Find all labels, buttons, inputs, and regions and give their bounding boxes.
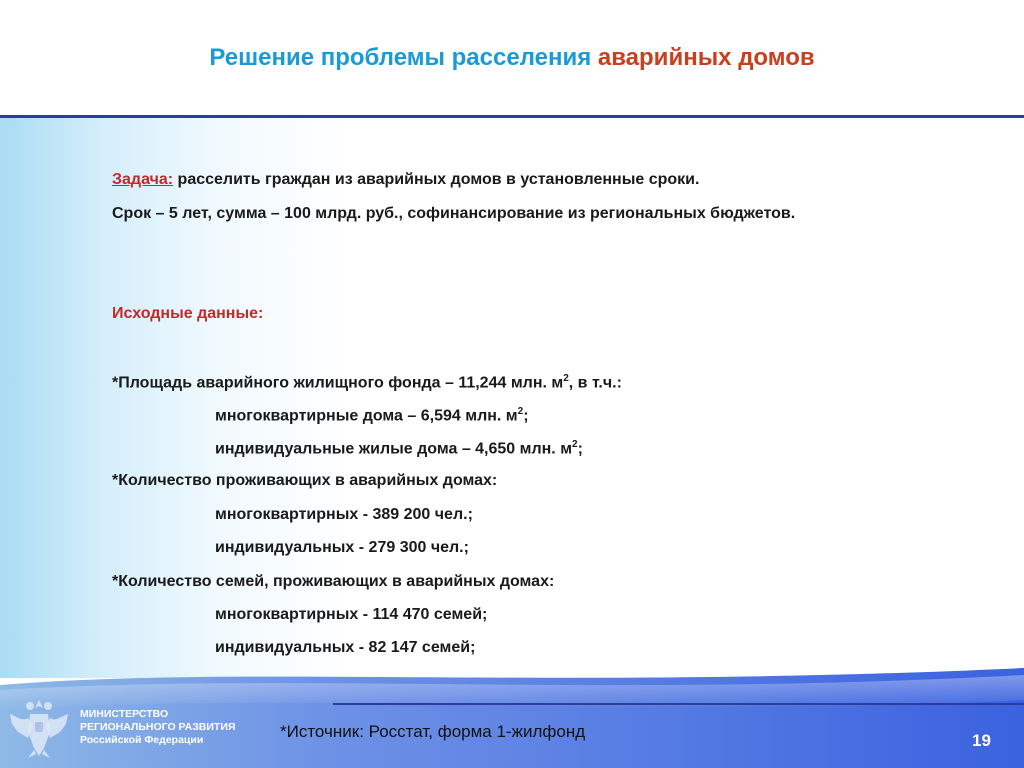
- ministry-line-2: РЕГИОНАЛЬНОГО РАЗВИТИЯ: [80, 721, 236, 733]
- individual-area-text: индивидуальные жилые дома – 4,650 млн. м: [215, 440, 573, 458]
- title-main: Решение проблемы расселения: [209, 44, 598, 71]
- title-accent: аварийных домов: [597, 44, 815, 71]
- area-line-superscript: 2: [563, 373, 569, 384]
- task-label: Задача:: [112, 171, 174, 188]
- source-data-heading: Исходные данные:: [112, 305, 264, 322]
- task-line: [112, 171, 699, 189]
- individual-area-line: [215, 439, 583, 458]
- residents-individual-line: индивидуальных - 279 300 чел.;: [215, 539, 469, 556]
- individual-area-suffix: ;: [577, 440, 583, 458]
- footer-divider: [333, 703, 1024, 705]
- apartments-area-line: [215, 406, 529, 425]
- content-background: [0, 118, 1024, 678]
- ministry-line-3: Российской Федерации: [80, 734, 204, 746]
- residents-apartments-line: многоквартирных - 389 200 чел.;: [215, 506, 473, 523]
- area-line-text: *Площадь аварийного жилищного фонда – 11,244 млн. м: [112, 374, 564, 392]
- task-text: расселить граждан из аварийных домов в установленные сроки.: [173, 171, 700, 188]
- slide-title: [0, 44, 1024, 72]
- families-apartments-line: многоквартирных - 114 470 семей;: [215, 606, 488, 623]
- ministry-label: [80, 708, 235, 747]
- apartments-area-suffix: ;: [523, 407, 529, 425]
- ministry-line-1: МИНИСТЕРСТВО: [80, 708, 169, 720]
- page-number: 19: [972, 731, 991, 750]
- families-individual-line: индивидуальных - 82 147 семей;: [215, 639, 476, 656]
- individual-area-superscript: 2: [572, 439, 578, 450]
- term-line: Срок – 5 лет, сумма – 100 млрд. руб., софинансирование из региональных бюджетов.: [112, 205, 796, 222]
- families-heading: *Количество семей, проживающих в аварийных домах:: [112, 573, 555, 590]
- apartments-area-superscript: 2: [517, 406, 524, 417]
- apartments-area-text: многоквартирные дома – 6,594 млн. м: [215, 407, 518, 425]
- area-line-suffix: , в т.ч.:: [568, 374, 622, 392]
- slide-header: [0, 0, 1024, 116]
- area-line: [112, 373, 622, 392]
- double-headed-eagle-emblem-icon: [8, 692, 70, 762]
- source-note: *Источник: Росстат, форма 1-жилфонд: [280, 722, 586, 741]
- residents-heading: *Количество проживающих в аварийных домах:: [112, 472, 498, 489]
